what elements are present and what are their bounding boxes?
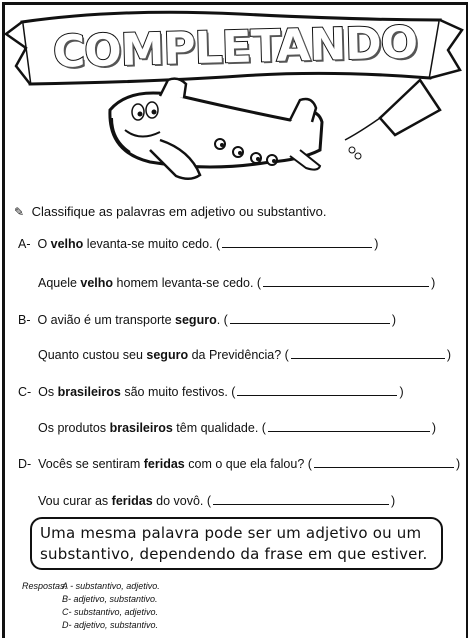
exercise-line-d2: Vou curar as feridas do vovô. ( ) <box>38 494 396 508</box>
instruction <box>14 204 326 219</box>
page-title: COMPLETANDO <box>52 17 418 78</box>
answer-blank[interactable] <box>268 420 430 432</box>
answer-line: B- adjetivo, substantivo. <box>62 594 158 604</box>
exercise-line-a2: Aquele velho homem levanta-se cedo. ( ) <box>38 276 436 290</box>
answer-blank[interactable] <box>291 347 445 359</box>
answers-label: Respostas: <box>22 581 68 591</box>
exercise-line-c1: C- Os brasileiros são muito festivos. ( ) <box>18 385 404 399</box>
answer-blank[interactable] <box>213 493 389 505</box>
exercise-line-a1: A- O velho levanta-se muito cedo. ( ) <box>18 237 379 251</box>
answer-line: A - substantivo, adjetivo. <box>62 581 160 591</box>
exercise-line-b2: Quanto custou seu seguro da Previdência? ( ) <box>38 348 452 362</box>
answer-blank[interactable] <box>222 236 372 248</box>
answer-blank[interactable] <box>230 312 390 324</box>
rule-box: Uma mesma palavra pode ser um adjetivo ou um substantivo, dependendo da frase em que estiver. <box>30 517 443 570</box>
exercise-line-b1: B- O avião é um transporte seguro. ( ) <box>18 313 396 327</box>
exercise-line-d1: D- Vocês se sentiram feridas com o que ela falou? ( ) <box>18 457 461 471</box>
instruction-text: Classifique as palavras em adjetivo ou substantivo. <box>31 204 327 219</box>
answer-blank[interactable] <box>314 456 454 468</box>
answer-blank[interactable] <box>263 275 429 287</box>
pencil-icon: ✎ <box>14 205 25 219</box>
answer-line: C- substantivo, adjetivo. <box>62 607 159 617</box>
exercise-line-c2: Os produtos brasileiros têm qualidade. ( ) <box>38 421 437 435</box>
answer-line: D- adjetivo, substantivo. <box>62 620 159 630</box>
answers <box>22 580 160 632</box>
answer-blank[interactable] <box>237 384 397 396</box>
